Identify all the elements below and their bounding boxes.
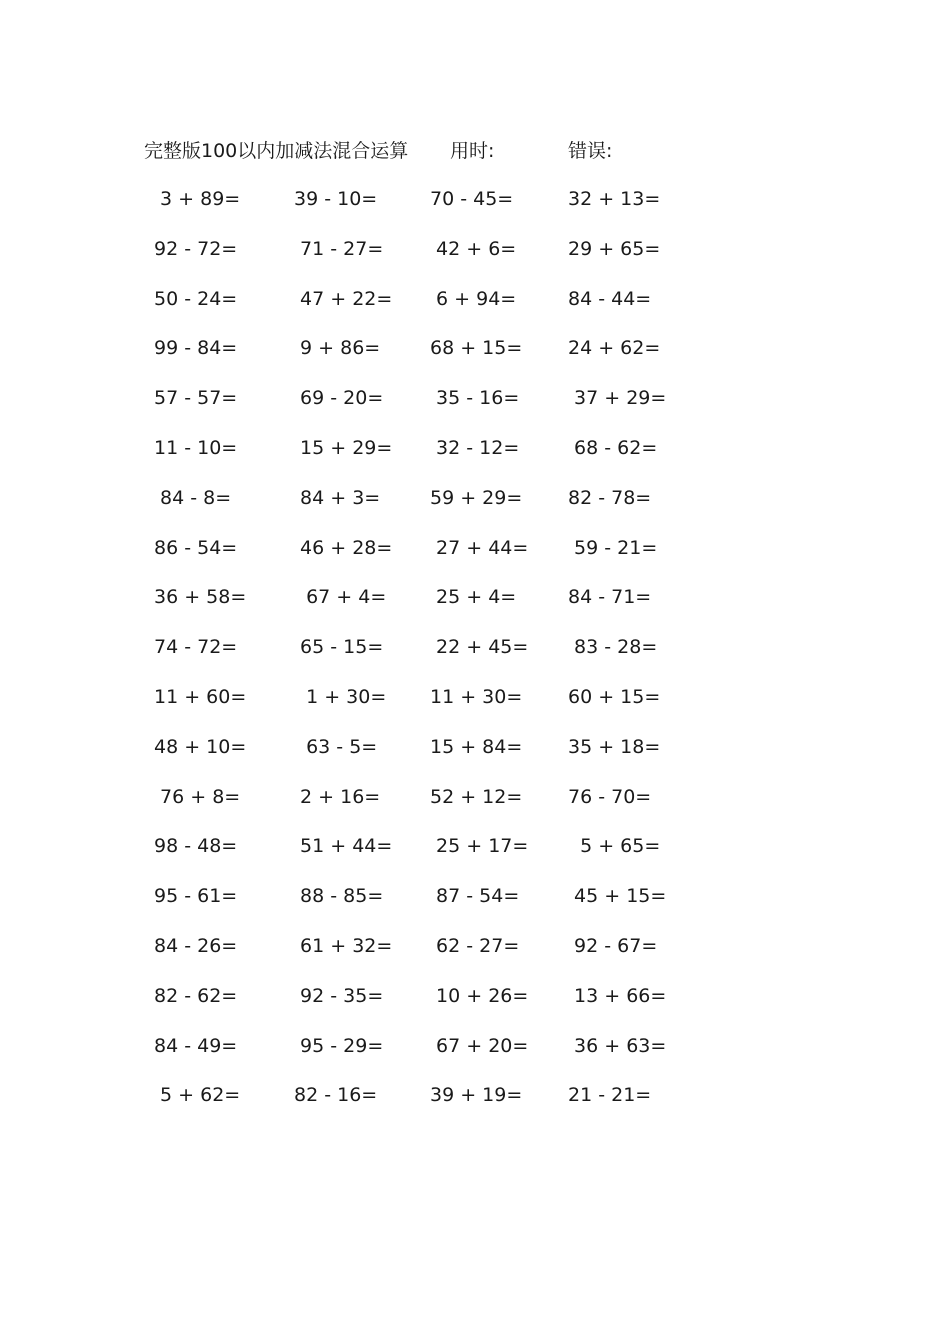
arithmetic-problem: 29 + 65= — [568, 237, 661, 260]
arithmetic-problem: 67 + 20= — [430, 1034, 529, 1057]
problem-row — [140, 632, 700, 682]
arithmetic-problem: 57 - 57= — [154, 387, 238, 410]
problem-row — [140, 732, 700, 782]
arithmetic-problem: 15 + 84= — [430, 735, 523, 758]
problem-row — [140, 881, 700, 931]
arithmetic-problem: 27 + 44= — [430, 536, 529, 559]
arithmetic-problem: 82 - 16= — [294, 1084, 378, 1107]
arithmetic-problem: 95 - 61= — [154, 885, 238, 908]
problem-row — [140, 383, 700, 433]
arithmetic-problem: 32 + 13= — [568, 188, 661, 210]
arithmetic-problem: 46 + 28= — [294, 536, 393, 559]
problem-grid — [140, 184, 700, 1130]
problem-row — [140, 433, 700, 483]
arithmetic-problem: 98 - 48= — [154, 835, 238, 858]
arithmetic-problem: 92 - 67= — [568, 934, 658, 957]
arithmetic-problem: 65 - 15= — [294, 636, 384, 659]
arithmetic-problem: 9 + 86= — [294, 337, 381, 360]
arithmetic-problem: 99 - 84= — [154, 337, 238, 360]
problem-row — [140, 1080, 700, 1130]
arithmetic-problem: 50 - 24= — [154, 287, 238, 310]
arithmetic-problem: 59 - 21= — [568, 536, 658, 559]
arithmetic-problem: 21 - 21= — [568, 1084, 652, 1107]
arithmetic-problem: 45 + 15= — [568, 885, 667, 908]
problem-row — [140, 234, 700, 284]
arithmetic-problem: 5 + 62= — [154, 1084, 241, 1107]
problem-row — [140, 931, 700, 981]
arithmetic-problem: 92 - 72= — [154, 237, 238, 260]
arithmetic-problem: 70 - 45= — [430, 188, 514, 210]
arithmetic-problem: 62 - 27= — [430, 934, 520, 957]
arithmetic-problem: 52 + 12= — [430, 785, 523, 808]
problem-row — [140, 582, 700, 632]
arithmetic-problem: 61 + 32= — [294, 934, 393, 957]
arithmetic-problem: 36 + 63= — [568, 1034, 667, 1057]
problem-row — [140, 333, 700, 383]
arithmetic-problem: 88 - 85= — [294, 885, 384, 908]
worksheet-title: 完整版100以内加减法混合运算 — [144, 140, 409, 162]
arithmetic-problem: 11 + 60= — [154, 685, 247, 708]
arithmetic-problem: 92 - 35= — [294, 984, 384, 1007]
arithmetic-problem: 39 + 19= — [430, 1084, 523, 1107]
arithmetic-problem: 74 - 72= — [154, 636, 238, 659]
arithmetic-problem: 48 + 10= — [154, 735, 247, 758]
arithmetic-problem: 84 - 26= — [154, 934, 238, 957]
problem-row — [140, 682, 700, 732]
arithmetic-problem: 84 - 49= — [154, 1034, 238, 1057]
arithmetic-problem: 3 + 89= — [154, 188, 241, 210]
time-used-label: 用时: — [450, 140, 495, 162]
arithmetic-problem: 15 + 29= — [294, 436, 393, 459]
arithmetic-problem: 22 + 45= — [430, 636, 529, 659]
arithmetic-problem: 2 + 16= — [294, 785, 381, 808]
arithmetic-problem: 84 - 44= — [568, 287, 652, 310]
arithmetic-problem: 5 + 65= — [568, 835, 661, 858]
problem-row — [140, 284, 700, 334]
arithmetic-problem: 35 - 16= — [430, 387, 520, 410]
arithmetic-problem: 71 - 27= — [294, 237, 384, 260]
problem-row — [140, 1031, 700, 1081]
arithmetic-problem: 60 + 15= — [568, 685, 661, 708]
arithmetic-problem: 86 - 54= — [154, 536, 238, 559]
arithmetic-problem: 39 - 10= — [294, 188, 378, 210]
arithmetic-problem: 36 + 58= — [154, 586, 247, 609]
arithmetic-problem: 51 + 44= — [294, 835, 393, 858]
arithmetic-problem: 84 + 3= — [294, 486, 381, 509]
arithmetic-problem: 25 + 17= — [430, 835, 529, 858]
errors-label: 错误: — [568, 140, 613, 162]
arithmetic-problem: 11 - 10= — [154, 436, 238, 459]
arithmetic-problem: 83 - 28= — [568, 636, 658, 659]
problem-row — [140, 483, 700, 533]
arithmetic-problem: 35 + 18= — [568, 735, 661, 758]
arithmetic-problem: 87 - 54= — [430, 885, 520, 908]
arithmetic-problem: 59 + 29= — [430, 486, 523, 509]
arithmetic-problem: 37 + 29= — [568, 387, 667, 410]
arithmetic-problem: 42 + 6= — [430, 237, 517, 260]
arithmetic-problem: 10 + 26= — [430, 984, 529, 1007]
arithmetic-problem: 82 - 62= — [154, 984, 238, 1007]
problem-row — [140, 782, 700, 832]
arithmetic-problem: 25 + 4= — [430, 586, 517, 609]
arithmetic-problem: 6 + 94= — [430, 287, 517, 310]
arithmetic-problem: 69 - 20= — [294, 387, 384, 410]
arithmetic-problem: 13 + 66= — [568, 984, 667, 1007]
arithmetic-problem: 67 + 4= — [294, 586, 387, 609]
arithmetic-problem: 76 + 8= — [154, 785, 241, 808]
arithmetic-problem: 76 - 70= — [568, 785, 652, 808]
arithmetic-problem: 1 + 30= — [294, 685, 387, 708]
arithmetic-problem: 32 - 12= — [430, 436, 520, 459]
arithmetic-problem: 82 - 78= — [568, 486, 652, 509]
arithmetic-problem: 24 + 62= — [568, 337, 661, 360]
problem-row — [140, 533, 700, 583]
problem-row — [140, 831, 700, 881]
arithmetic-problem: 84 - 71= — [568, 586, 652, 609]
arithmetic-problem: 68 - 62= — [568, 436, 658, 459]
problem-row — [140, 184, 700, 234]
arithmetic-problem: 47 + 22= — [294, 287, 393, 310]
arithmetic-problem: 95 - 29= — [294, 1034, 384, 1057]
problem-row — [140, 981, 700, 1031]
arithmetic-problem: 11 + 30= — [430, 685, 523, 708]
arithmetic-problem: 68 + 15= — [430, 337, 523, 360]
worksheet-header — [144, 136, 664, 166]
arithmetic-problem: 63 - 5= — [294, 735, 378, 758]
arithmetic-problem: 84 - 8= — [154, 486, 232, 509]
